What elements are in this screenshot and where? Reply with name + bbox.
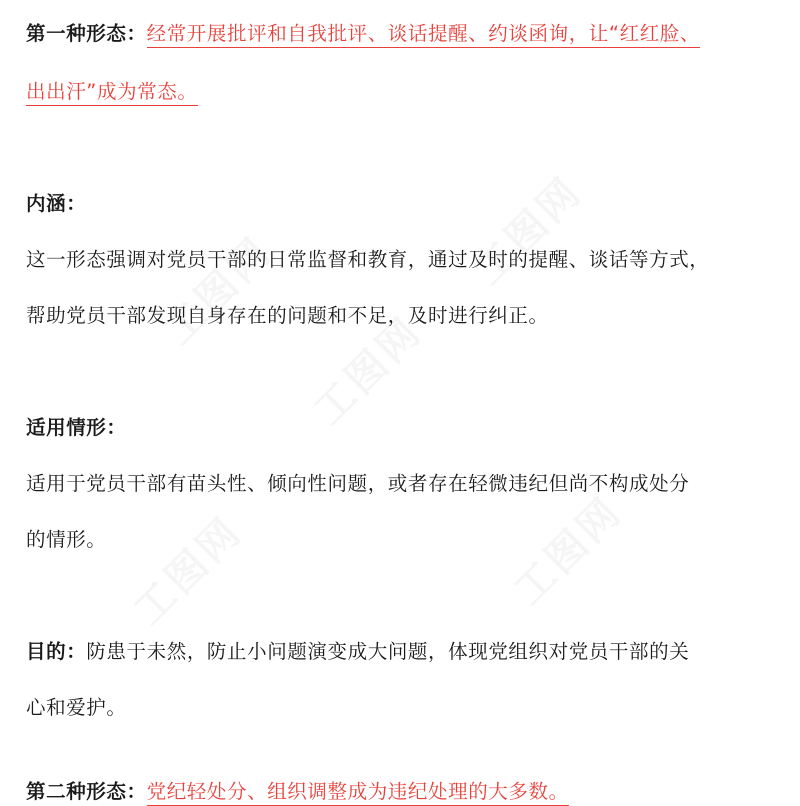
section1-text-line2: 出出汗”成为常态。 [26,80,198,106]
purpose-heading: 目的： [26,640,87,663]
connotation-line1: 这一形态强调对党员干部的日常监督和教育，通过及时的提醒、谈话等方式， [26,248,710,271]
watermark: 工图网 [305,308,432,434]
connotation-line2: 帮助党员干部发现自身存在的问题和不足，及时进行纠正。 [26,304,549,327]
section1-line1 [26,20,700,48]
applicable-heading: 适用情形： [26,416,127,439]
watermark: 工图网 [155,228,282,354]
purpose-line2: 心和爱护。 [26,696,127,719]
watermark: 工图网 [465,168,592,294]
section2-heading: 第二种形态： [26,780,147,803]
section2-line [26,778,569,806]
section2-text: 党纪轻处分、组织调整成为违纪处理的大多数。 [147,780,569,806]
watermark: 工图网 [125,508,252,634]
applicable-line1: 适用于党员干部有苗头性、倾向性问题，或者存在轻微违纪但尚不构成处分 [26,472,690,495]
purpose-text-line1: 防患于未然，防止小问题演变成大问题，体现党组织对党员干部的关 [86,640,690,663]
watermark: 工图网 [505,488,632,614]
section1-text-line1: 经常开展批评和自我批评、谈话提醒、约谈函询，让“红红脸、 [147,22,700,48]
section1-heading: 第一种形态： [26,22,147,45]
connotation-heading: 内涵： [26,192,87,215]
purpose-line1 [26,638,689,666]
applicable-line2: 的情形。 [26,528,107,551]
section1-line2 [26,78,198,106]
